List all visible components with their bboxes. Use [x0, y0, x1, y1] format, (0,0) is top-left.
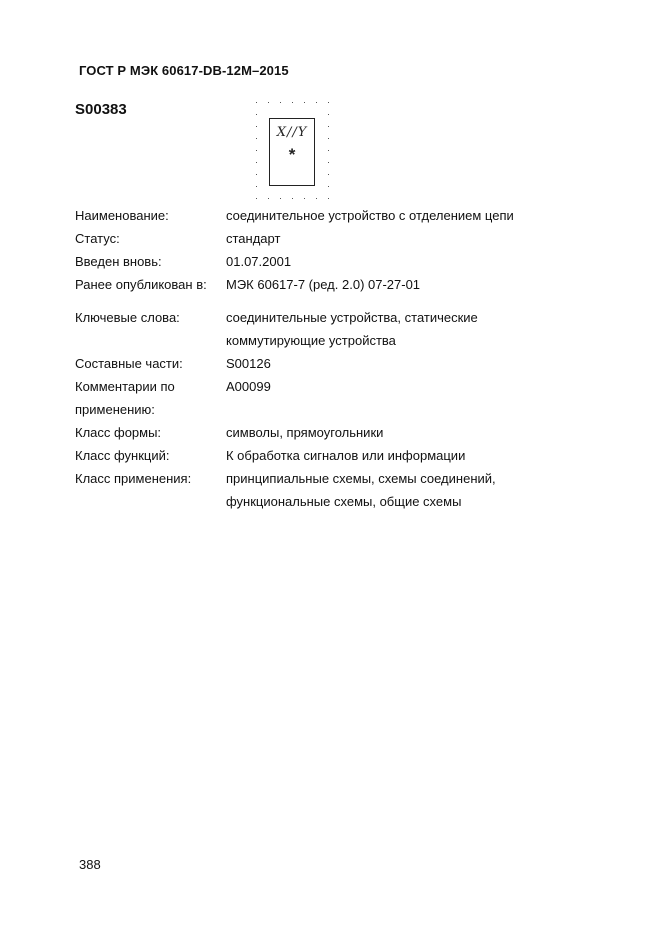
symbol-label: X//Y — [276, 125, 308, 140]
field-label: Ключевые слова: — [75, 310, 180, 325]
symbol-code: S00383 — [75, 101, 127, 118]
field-row-comments — [75, 375, 546, 421]
field-row-application-class — [75, 467, 546, 513]
field-value: соединительное устройство с отделением цепи — [226, 208, 514, 223]
field-value-line: функциональные схемы, общие схемы — [226, 494, 462, 509]
field-label: Составные части: — [75, 356, 183, 371]
page-number: 388 — [79, 857, 101, 872]
field-label: Статус: — [75, 231, 120, 246]
asterisk-icon: * — [288, 145, 296, 164]
properties-table — [75, 204, 546, 513]
field-row-status — [75, 227, 546, 250]
field-row-keywords — [75, 306, 546, 352]
field-value — [226, 306, 546, 352]
field-row-shape-class — [75, 421, 546, 444]
field-row-introduced — [75, 250, 546, 273]
field-value-line: принципиальные схемы, схемы соединений, — [226, 471, 496, 486]
field-value — [226, 467, 546, 513]
field-value-line: коммутирующие устройства — [226, 333, 396, 348]
field-label: Введен вновь: — [75, 254, 162, 269]
symbol-rectangle — [269, 118, 315, 186]
field-value: A00099 — [226, 379, 271, 394]
document-header: ГОСТ Р МЭК 60617-DB-12M–2015 — [79, 63, 289, 78]
field-value: S00126 — [226, 356, 271, 371]
field-value: МЭК 60617-7 (ред. 2.0) 07-27-01 — [226, 277, 421, 292]
field-row-name — [75, 204, 546, 227]
field-value: 01.07.2001 — [226, 254, 292, 269]
field-label-line: применению: — [75, 402, 155, 417]
symbol-figure — [256, 102, 330, 198]
field-row-components — [75, 352, 546, 375]
field-label: Класс формы: — [75, 425, 162, 440]
field-value: стандарт — [226, 231, 281, 246]
field-label: Наименование: — [75, 208, 169, 223]
field-label-line: Комментарии по — [75, 379, 175, 394]
field-row-published — [75, 273, 546, 296]
field-label: Класс функций: — [75, 448, 170, 463]
field-value: символы, прямоугольники — [226, 425, 384, 440]
field-label — [75, 375, 226, 421]
field-value-line: соединительные устройства, статические — [226, 310, 478, 325]
field-row-function-class — [75, 444, 546, 467]
field-value: К обработка сигналов или информации — [226, 448, 466, 463]
field-label: Ранее опубликован в: — [75, 277, 207, 292]
field-label: Класс применения: — [75, 471, 192, 486]
